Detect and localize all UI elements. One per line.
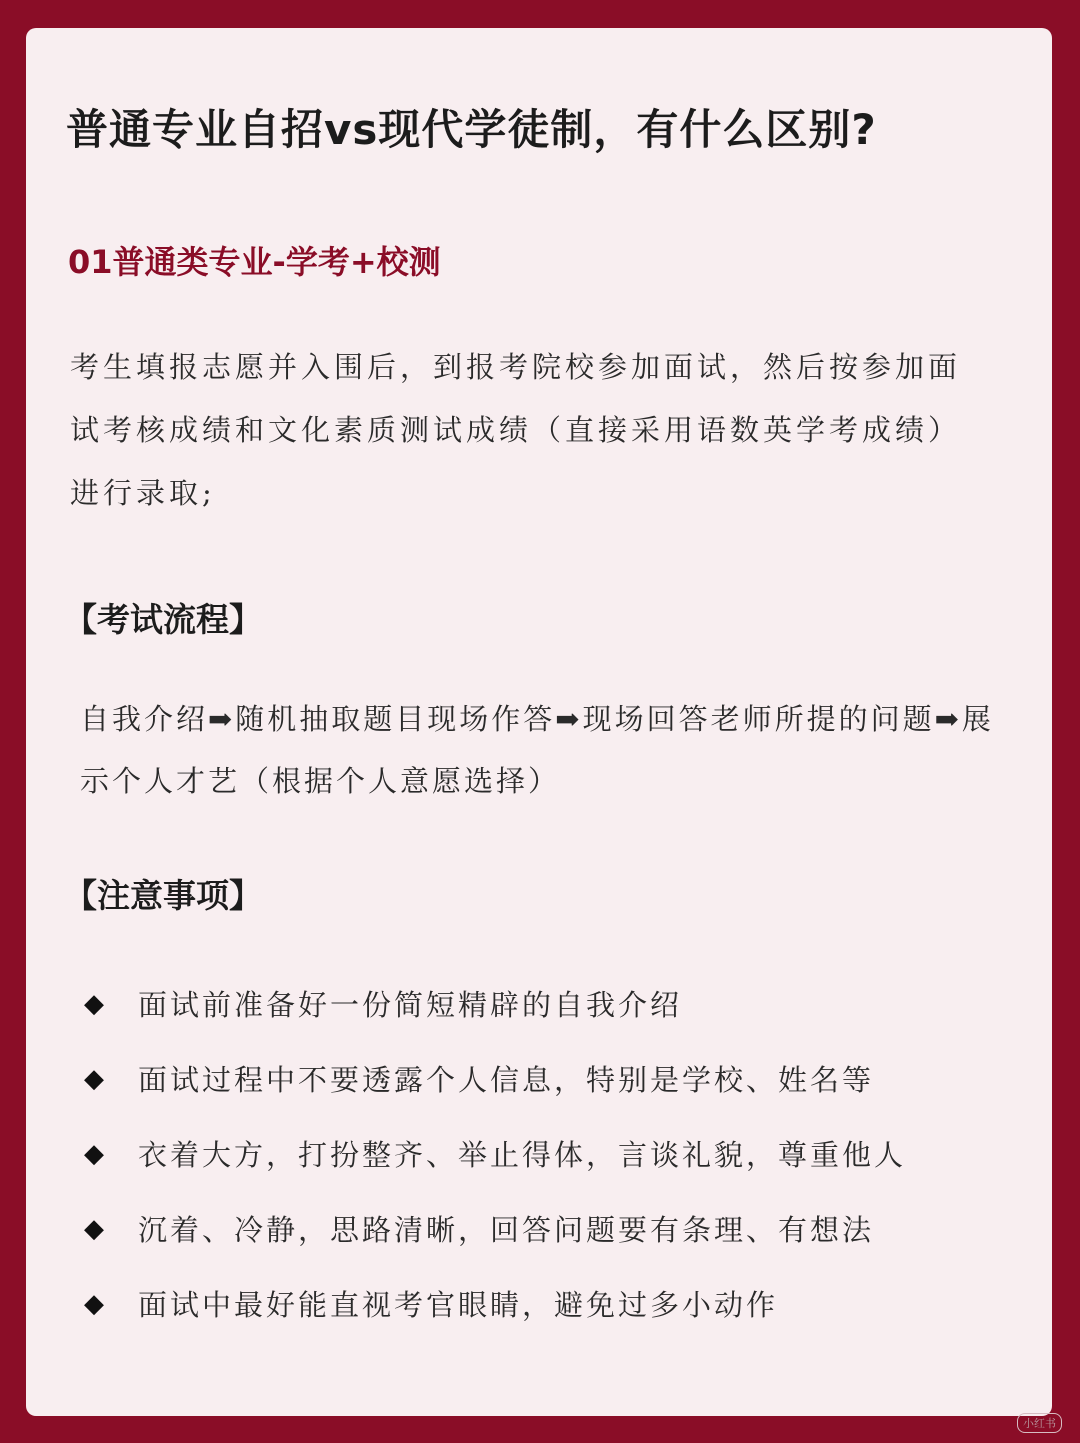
- note-text: 面试中最好能直视考官眼睛，避免过多小动作: [138, 1288, 779, 1322]
- note-item: [84, 966, 1024, 1041]
- process-heading: 【考试流程】: [64, 600, 262, 639]
- diamond-bullet-icon: ◆: [84, 988, 104, 1019]
- note-item: [84, 1116, 1024, 1191]
- process-text: 自我介绍➡随机抽取题目现场作答➡现场回答老师所提的问题➡展示个人才艺（根据个人意愿选择）: [80, 702, 994, 798]
- note-item: [84, 1191, 1024, 1266]
- note-text: 衣着大方，打扮整齐、举止得体，言谈礼貌，尊重他人: [138, 1138, 907, 1172]
- diamond-bullet-icon: ◆: [84, 1063, 104, 1094]
- notes-heading: 【注意事项】: [64, 876, 262, 915]
- note-text: 面试前准备好一份简短精辟的自我介绍: [138, 988, 683, 1022]
- note-text: 面试过程中不要透露个人信息，特别是学校、姓名等: [138, 1063, 875, 1097]
- content-card: [26, 28, 1052, 1416]
- page-title: 普通专业自招vs现代学徒制，有什么区别?: [66, 105, 877, 154]
- watermark-logo: 小红书: [1017, 1413, 1062, 1433]
- diamond-bullet-icon: ◆: [84, 1138, 104, 1169]
- note-text: 沉着、冷静，思路清晰，回答问题要有条理、有想法: [138, 1213, 875, 1247]
- diamond-bullet-icon: ◆: [84, 1288, 104, 1319]
- notes-list: [84, 966, 1024, 1341]
- intro-paragraph: 考生填报志愿并入围后，到报考院校参加面试，然后按参加面试考核成绩和文化素质测试成绩（直接采用语数英学考成绩）进行录取;: [70, 350, 962, 510]
- note-item: [84, 1041, 1024, 1116]
- section-subtitle: 01普通类专业-学考+校测: [68, 243, 441, 281]
- diamond-bullet-icon: ◆: [84, 1213, 104, 1244]
- note-item: [84, 1266, 1024, 1341]
